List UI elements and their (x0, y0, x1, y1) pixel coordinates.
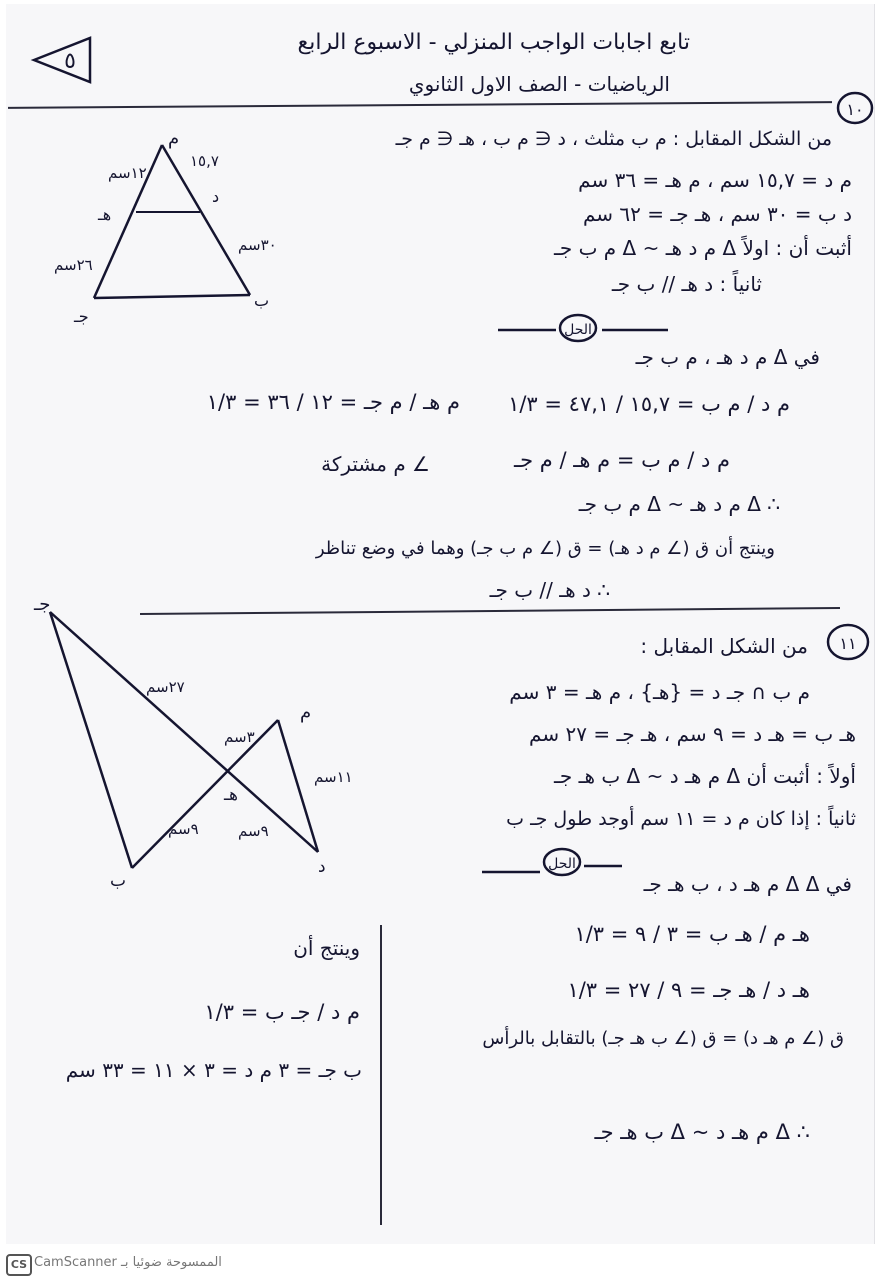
q11-angle: ق (∠ م هـ د) = ق (∠ ب هـ جـ) بالتقابل بالرأس (482, 1028, 844, 1049)
camscanner-watermark: الممسوحة ضوئيا بـ CamScanner (34, 1255, 222, 1270)
q10-solution-marker (498, 312, 678, 344)
q10-given-1: م د = ١٥,٧ سم ، م هـ = ٣٦ سم (578, 168, 852, 192)
q10-sol-1: في Δ م د هـ ، م ب جـ (635, 345, 820, 369)
q11-prove-1: أولاً : أثبت أن Δ م هـ د ~ Δ ب هـ جـ (554, 764, 856, 788)
q11-seg-mh-label: ٣سم (224, 728, 255, 746)
q11-left-final: ب جـ = ٣ م د = ٣ × ١١ = ٣٣ سم (65, 1058, 362, 1082)
q11-bowtie-figure (28, 596, 358, 896)
q10-base-left-label: جـ (74, 307, 89, 326)
q11-given-1: م ب ∩ جـ د = {هـ} ، م هـ = ٣ سم (509, 680, 810, 704)
q10-right-lower-label: ٣٠سم (238, 236, 277, 254)
q11-ratio-2: هـ د / هـ جـ = ٩ / ٢٧ = ١/٣ (567, 978, 810, 1002)
q11-solution-label: الحل (548, 856, 576, 872)
q11-seg-md-label: ١١سم (314, 768, 353, 786)
q10-left-lower-label: ٢٦سم (54, 256, 93, 274)
q10-base (94, 295, 250, 298)
q11-seg-jh-label: ٢٧سم (146, 678, 185, 696)
q11-prove-2: ثانياً : إذا كان م د = ١١ سم أوجد طول جـ ب (506, 808, 856, 830)
q11-center-label: هـ (224, 785, 238, 805)
q10-triangle-figure (40, 130, 300, 330)
q10-left-point-label: هـ (98, 205, 112, 224)
q11-top-right-label: م (300, 702, 312, 723)
q11-bottom-right-label: د (318, 857, 326, 877)
q11-line-bm (132, 720, 278, 868)
page-number-badge (30, 34, 96, 86)
q10-ratio-right: م هـ / م جـ = ١٢ / ٣٦ = ١/٣ (206, 390, 460, 414)
header-line2: الرياضيات - الصف الاول الثانوي (408, 72, 670, 96)
q10-conclusion: ∴ د هـ // ب جـ (489, 578, 610, 602)
q11-top-left-label: جـ (34, 596, 51, 615)
q10-base-right-label: ب (254, 291, 270, 310)
q11-left-result: وينتج أن (293, 936, 360, 960)
header-line1: تابع اجابات الواجب المنزلي - الاسبوع الرابع (297, 30, 690, 55)
q11-number: ١١ (839, 634, 857, 653)
q10-given-2: د ب = ٣٠ سم ، هـ جـ = ٦٢ سم (582, 202, 852, 226)
q10-apex-label: م (168, 130, 180, 149)
q11-ratio-1: هـ م / هـ ب = ٣ / ٩ = ١/٣ (574, 922, 810, 946)
q10-left-upper-label: ١٢سم (108, 164, 147, 182)
q10-given-heading: من الشكل المقابل : م ب مثلث ، د ∈ م ب ، هـ ∈ م جـ (395, 128, 832, 150)
q11-given-heading: من الشكل المقابل : (640, 634, 808, 658)
answer-column-divider (380, 925, 382, 1225)
q10-prove-1: أثبت أن : اولاً Δ م د هـ ~ Δ م ب جـ (554, 236, 852, 260)
q11-seg-hd-label: ٩سم (238, 822, 269, 840)
camscanner-logo: CS (6, 1254, 32, 1276)
q10-solution-label: الحل (564, 322, 592, 338)
q10-result: وينتج أن ق (∠ م د هـ) = ق (∠ م ب جـ) وهما في وضع تناظر (315, 538, 775, 559)
q10-common: ∠ م مشتركة (321, 452, 430, 476)
q10-number-badge (835, 90, 875, 126)
q11-seg-bh-label: ٩سم (168, 820, 199, 838)
q10-prove-2: ثانياً : د هـ // ب جـ (611, 272, 762, 296)
q11-line-md (278, 720, 318, 852)
q11-number-badge (824, 622, 874, 662)
q11-given-2: هـ ب = هـ د = ٩ سم ، هـ جـ = ٢٧ سم (529, 722, 856, 746)
q10-ratio-eq: م د / م ب = م هـ / م جـ (514, 448, 730, 472)
q10-number: ١٠ (846, 100, 864, 119)
q10-right-upper-label: ١٥,٧ (190, 152, 219, 170)
q11-line-jb (50, 612, 132, 868)
page-number: ٥ (64, 49, 76, 74)
q10-right-point-label: د (212, 187, 220, 206)
q11-left-ratio: م د / جـ ب = ١/٣ (204, 1000, 360, 1024)
q11-sol-1: في Δ Δ م هـ د ، ب هـ جـ (643, 872, 852, 896)
q10-similar: ∴ Δ م د هـ ~ Δ م ب جـ (578, 492, 780, 516)
q11-similar: ∴ Δ م هـ د ~ Δ ب هـ جـ (594, 1120, 810, 1144)
q10-ratio-left: م د / م ب = ١٥,٧ / ٤٧,١ = ١/٣ (508, 392, 790, 416)
q11-bottom-left-label: ب (110, 871, 127, 891)
q11-solution-marker (482, 846, 632, 880)
